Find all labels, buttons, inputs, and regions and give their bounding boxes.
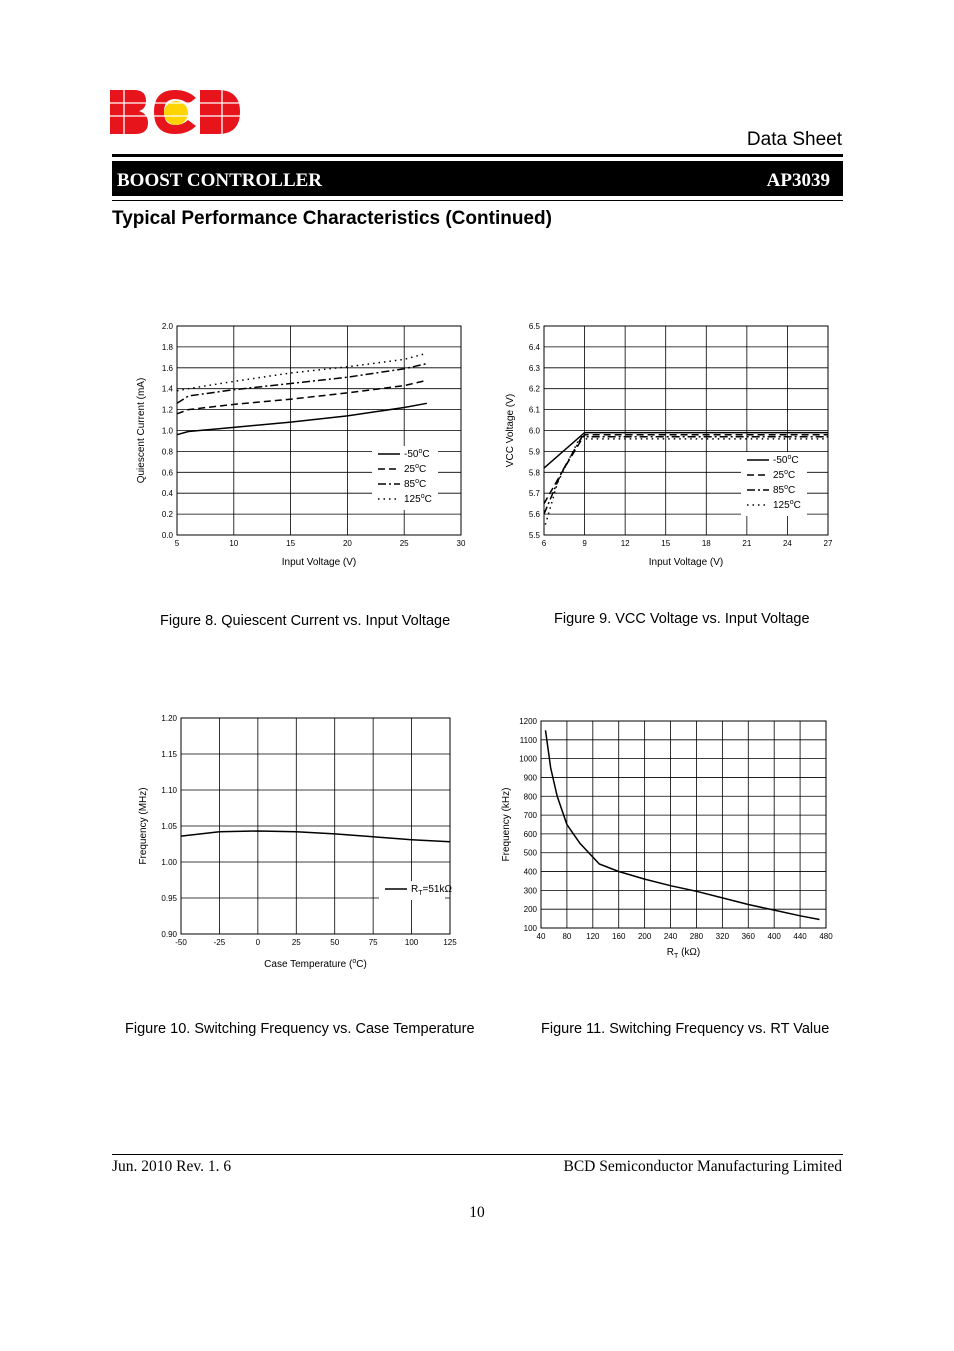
series-line-0 bbox=[177, 403, 427, 434]
y-tick-label: 1000 bbox=[519, 754, 537, 764]
y-tick-label: 6.5 bbox=[528, 322, 540, 331]
logo-letter-c bbox=[154, 90, 196, 134]
page-number: 10 bbox=[469, 1204, 485, 1221]
y-axis-label: Frequency (kHz) bbox=[501, 787, 512, 862]
chart-frequency-vs-temperature bbox=[130, 707, 465, 977]
y-tick-label: 0.90 bbox=[161, 930, 177, 939]
x-axis-label: Case Temperature ($^o$C) bbox=[264, 958, 367, 970]
y-tick-label: 6.1 bbox=[528, 405, 540, 415]
y-tick-label: 0.2 bbox=[161, 510, 173, 520]
legend-label: 25$^o$C bbox=[773, 469, 796, 481]
y-tick-label: 1.10 bbox=[161, 786, 177, 795]
x-tick-label: 360 bbox=[741, 932, 755, 941]
bcd-logo bbox=[108, 88, 242, 136]
y-tick-label: 5.9 bbox=[528, 447, 540, 457]
y-tick-label: 1100 bbox=[519, 735, 537, 745]
x-tick-label: 80 bbox=[562, 932, 572, 941]
y-tick-label: 5.8 bbox=[528, 468, 540, 478]
x-axis-label: $R_T$ (kΩ) bbox=[666, 947, 701, 960]
y-axis-label: Quiescent Current (mA) bbox=[136, 377, 147, 484]
x-tick-label: 27 bbox=[823, 539, 833, 548]
y-tick-label: 2.0 bbox=[161, 322, 173, 331]
legend-label: -50$^o$C bbox=[404, 448, 430, 460]
y-tick-label: 400 bbox=[523, 867, 537, 877]
y-tick-label: 500 bbox=[523, 848, 537, 858]
legend-label: 85$^o$C bbox=[773, 484, 796, 496]
x-tick-label: 20 bbox=[342, 539, 352, 548]
y-tick-label: 1.4 bbox=[161, 384, 173, 394]
x-tick-label: 75 bbox=[368, 938, 378, 947]
y-tick-label: 1200 bbox=[519, 717, 537, 726]
legend-label: $R_T=51k\Omega$ bbox=[411, 884, 452, 897]
y-tick-label: 6.2 bbox=[528, 384, 540, 394]
part-number: AP3039 bbox=[766, 170, 830, 191]
x-tick-label: 50 bbox=[330, 938, 340, 947]
y-tick-label: 5.5 bbox=[528, 531, 540, 540]
x-tick-label: 100 bbox=[404, 938, 419, 947]
y-tick-label: 1.05 bbox=[161, 822, 177, 831]
x-tick-label: 25 bbox=[399, 539, 409, 548]
y-tick-label: 1.2 bbox=[161, 405, 173, 415]
x-tick-label: 40 bbox=[536, 932, 546, 941]
x-tick-label: 18 bbox=[701, 539, 711, 548]
chart-quiescent-current bbox=[130, 315, 475, 575]
series-line-0 bbox=[181, 831, 450, 842]
x-tick-label: 400 bbox=[767, 932, 781, 941]
x-tick-label: 6 bbox=[541, 539, 547, 548]
x-tick-label: 125 bbox=[443, 938, 457, 947]
x-tick-label: 15 bbox=[286, 539, 296, 548]
figure-11-caption: Figure 11. Switching Frequency vs. RT Value bbox=[541, 1021, 830, 1037]
footer-date-revision: Jun. 2010 Rev. 1. 6 bbox=[112, 1158, 232, 1175]
y-tick-label: 1.8 bbox=[161, 342, 173, 352]
y-tick-label: 0.0 bbox=[161, 531, 173, 540]
x-tick-label: 0 bbox=[255, 938, 261, 947]
x-tick-label: 9 bbox=[582, 539, 587, 548]
y-tick-label: 6.0 bbox=[528, 426, 540, 436]
x-tick-label: 15 bbox=[661, 539, 671, 548]
title-bar bbox=[112, 161, 843, 196]
y-tick-label: 100 bbox=[523, 924, 537, 933]
x-tick-label: 320 bbox=[715, 932, 730, 941]
x-tick-label: 280 bbox=[689, 932, 704, 941]
series-line-1 bbox=[177, 380, 427, 414]
x-tick-label: 5 bbox=[174, 539, 180, 548]
x-axis-label: Input Voltage (V) bbox=[648, 557, 724, 568]
y-tick-label: 6.4 bbox=[528, 342, 540, 352]
logo-letter-d bbox=[200, 90, 240, 134]
y-tick-label: 800 bbox=[523, 792, 537, 802]
y-tick-label: 1.0 bbox=[161, 426, 173, 436]
title-underline bbox=[112, 200, 843, 201]
y-tick-label: 900 bbox=[523, 773, 537, 783]
y-tick-label: 5.6 bbox=[528, 510, 540, 520]
x-tick-label: 30 bbox=[456, 539, 466, 548]
legend-label: 125$^o$C bbox=[773, 499, 801, 511]
figure-8-caption: Figure 8. Quiescent Current vs. Input Voltage bbox=[160, 613, 451, 629]
legend-label: -50$^o$C bbox=[773, 454, 799, 466]
y-tick-label: 1.00 bbox=[161, 858, 177, 867]
x-tick-label: 120 bbox=[586, 932, 600, 941]
legend-label: 25$^o$C bbox=[404, 463, 427, 475]
x-tick-label: 12 bbox=[620, 539, 630, 548]
footer-company: BCD Semiconductor Manufacturing Limited bbox=[563, 1158, 842, 1175]
y-tick-label: 6.3 bbox=[528, 363, 540, 373]
header-rule bbox=[112, 154, 843, 157]
chart-frequency-vs-rt bbox=[495, 710, 840, 962]
y-tick-label: 600 bbox=[523, 829, 537, 839]
y-tick-label: 0.95 bbox=[161, 894, 177, 903]
x-tick-label: -50 bbox=[175, 938, 187, 947]
y-tick-label: 200 bbox=[523, 905, 537, 915]
x-tick-label: 10 bbox=[229, 539, 239, 548]
y-axis-label: VCC Voltage (V) bbox=[505, 393, 516, 468]
chart-vcc-voltage bbox=[497, 315, 842, 575]
y-axis-label: Frequency (MHz) bbox=[138, 787, 149, 865]
x-tick-label: 480 bbox=[819, 932, 833, 941]
y-tick-label: 0.8 bbox=[161, 447, 173, 457]
legend-label: 125$^o$C bbox=[404, 493, 432, 505]
x-tick-label: 25 bbox=[291, 938, 301, 947]
x-tick-label: 240 bbox=[663, 932, 678, 941]
product-category: BOOST CONTROLLER bbox=[117, 170, 323, 191]
y-tick-label: 300 bbox=[523, 886, 537, 896]
y-tick-label: 5.7 bbox=[528, 489, 540, 499]
y-tick-label: 1.6 bbox=[161, 363, 173, 373]
footer-rule bbox=[112, 1154, 843, 1155]
logo-letter-b bbox=[110, 90, 148, 134]
x-tick-label: 21 bbox=[742, 539, 752, 548]
y-tick-label: 0.4 bbox=[161, 489, 173, 499]
x-tick-label: -25 bbox=[213, 938, 226, 947]
y-tick-label: 1.15 bbox=[161, 750, 177, 759]
y-tick-label: 0.6 bbox=[161, 468, 173, 478]
section-title: Typical Performance Characteristics (Continued) bbox=[112, 208, 552, 229]
x-axis-label: Input Voltage (V) bbox=[281, 557, 357, 568]
series-line-3 bbox=[177, 353, 427, 391]
figure-9-caption: Figure 9. VCC Voltage vs. Input Voltage bbox=[554, 611, 810, 627]
doc-type-label: Data Sheet bbox=[746, 129, 842, 150]
x-tick-label: 200 bbox=[637, 932, 652, 941]
legend-label: 85$^o$C bbox=[404, 478, 427, 490]
figure-10-caption: Figure 10. Switching Frequency vs. Case Temperature bbox=[125, 1021, 475, 1037]
x-tick-label: 24 bbox=[782, 539, 792, 548]
y-tick-label: 1.20 bbox=[161, 714, 177, 723]
x-tick-label: 160 bbox=[612, 932, 626, 941]
x-tick-label: 440 bbox=[793, 932, 807, 941]
y-tick-label: 700 bbox=[523, 811, 537, 821]
plot-frame bbox=[541, 721, 826, 928]
